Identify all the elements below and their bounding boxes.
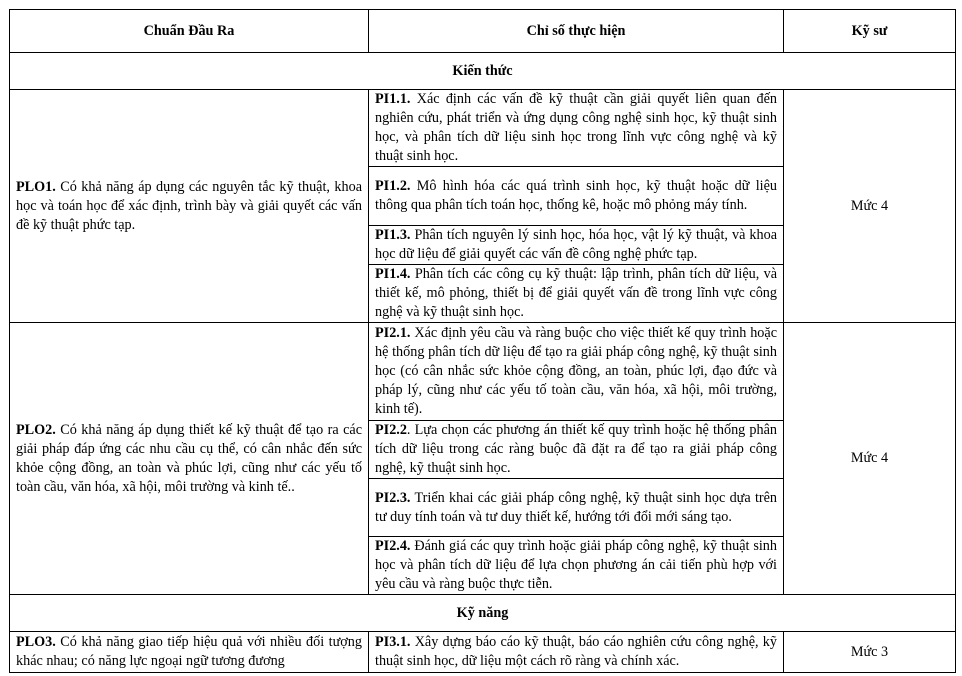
pi-text: Triển khai các giải pháp công nghệ, kỹ thuật sinh học dựa trên tư duy tính toán và tư duy thiết kế, hướng tới đổi mới sáng tạo. xyxy=(375,489,777,525)
pi-text: . Lựa chọn các phương án thiết kế quy trình hoặc hệ thống phân tích dữ liệu trong các ràng buộc đã đặt ra để tạo ra giải pháp công nghệ, kỹ thuật sinh học. xyxy=(375,422,777,476)
pi-code: PI2.3. xyxy=(375,489,411,506)
plo2-text: Có khả năng áp dụng thiết kế kỹ thuật để tạo ra các giải pháp đáp ứng các nhu cầu cụ thể, có cân nhắc đến sức khỏe cộng đồng, an toàn và phúc lợi, cũng như các yếu tố toàn cầu, văn hóa, xã hội, môi trường và kinh tế.. xyxy=(16,421,362,495)
plo2-level: Mức 4 xyxy=(784,323,956,595)
header-engineer: Kỹ sư xyxy=(784,10,956,53)
pi-cell xyxy=(369,421,784,479)
plo1-cell xyxy=(10,90,369,323)
pi-cell xyxy=(369,537,784,595)
pi-code: PI3.1. xyxy=(375,634,411,650)
pi-cell xyxy=(369,323,784,421)
header-indicator: Chỉ số thực hiện xyxy=(369,10,784,53)
section-row xyxy=(10,595,956,632)
section-title-skills: Kỹ năng xyxy=(10,595,956,632)
pi-cell xyxy=(369,632,784,673)
pi-cell xyxy=(369,90,784,167)
pi-code: PI1.3. xyxy=(375,227,411,243)
plo3-cell xyxy=(10,632,369,673)
plo1-code: PLO1. xyxy=(16,178,56,195)
pi-text: Mô hình hóa các quá trình sinh học, kỹ thuật hoặc dữ liệu thông qua phân tích toán học, thống kê, hoặc mô phỏng máy tính. xyxy=(375,178,777,213)
plo2-cell xyxy=(10,323,369,595)
header-row xyxy=(10,10,956,53)
pi-cell xyxy=(369,479,784,537)
header-outcome: Chuẩn Đầu Ra xyxy=(10,10,369,53)
section-row xyxy=(10,53,956,90)
pi-text: Phân tích nguyên lý sinh học, hóa học, vật lý kỹ thuật, và khoa học dữ liệu để giải quyết các vấn đề công nghệ phức tạp. xyxy=(375,227,777,262)
plo-table xyxy=(9,9,956,673)
plo2-code: PLO2. xyxy=(16,421,56,438)
table-row xyxy=(10,632,956,673)
pi-text: Xác định các vấn đề kỹ thuật cần giải quyết liên quan đến nghiên cứu, phát triển và ứng dụng công nghệ sinh học, kỹ thuật sinh học, và phân tích dữ liệu sinh học trong lĩnh vực công nghệ và kỹ thuật sinh học. xyxy=(375,91,777,164)
section-title-knowledge: Kiến thức xyxy=(10,53,956,90)
pi-cell xyxy=(369,265,784,323)
plo3-code: PLO3. xyxy=(16,634,56,650)
pi-text: Phân tích các công cụ kỹ thuật: lập trình, phân tích dữ liệu, và thiết kế, mô phỏng, thiết bị để giải quyết vấn đề trong lĩnh vực công nghệ và kỹ thuật sinh học. xyxy=(375,266,777,320)
pi-code: PI1.1. xyxy=(375,91,411,107)
pi-code: PI2.2 xyxy=(375,422,407,438)
pi-code: PI2.1. xyxy=(375,325,411,341)
pi-code: PI1.4. xyxy=(375,266,411,282)
table-row xyxy=(10,323,956,421)
table-row xyxy=(10,90,956,167)
pi-cell xyxy=(369,167,784,226)
pi-text: Đánh giá các quy trình hoặc giải pháp công nghệ, kỹ thuật sinh học và phân tích dữ liệu để lựa chọn phương án cải tiến phù hợp với yêu cầu và ràng buộc thực tiễn. xyxy=(375,538,777,592)
pi-code: PI2.4. xyxy=(375,538,411,554)
pi-text: Xác định yêu cầu và ràng buộc cho việc thiết kế quy trình hoặc hệ thống phân tích dữ liệu để tạo ra giải pháp công nghệ, kỹ thuật sinh học (có cân nhắc sức khỏe cộng đồng, an toàn, phúc lợi, đạo đức và pháp lý, cũng như các yếu tố toàn cầu, văn hóa, xã hội, môi trường, kinh tế). xyxy=(375,325,777,417)
plo3-level: Mức 3 xyxy=(784,632,956,673)
plo1-text: Có khả năng áp dụng các nguyên tắc kỹ thuật, khoa học và toán học để xác định, trình bày và giải quyết các vấn đề kỹ thuật phức tạp. xyxy=(16,178,362,233)
pi-code: PI1.2. xyxy=(375,178,411,194)
pi-text: Xây dựng báo cáo kỹ thuật, báo cáo nghiên cứu công nghệ, kỹ thuật sinh học, dữ liệu một cách rõ ràng và chính xác. xyxy=(375,634,777,669)
pi-cell xyxy=(369,226,784,265)
plo1-level: Mức 4 xyxy=(784,90,956,323)
plo3-text: Có khả năng giao tiếp hiệu quả với nhiều đối tượng khác nhau; có năng lực ngoại ngữ tương đương xyxy=(16,634,362,669)
